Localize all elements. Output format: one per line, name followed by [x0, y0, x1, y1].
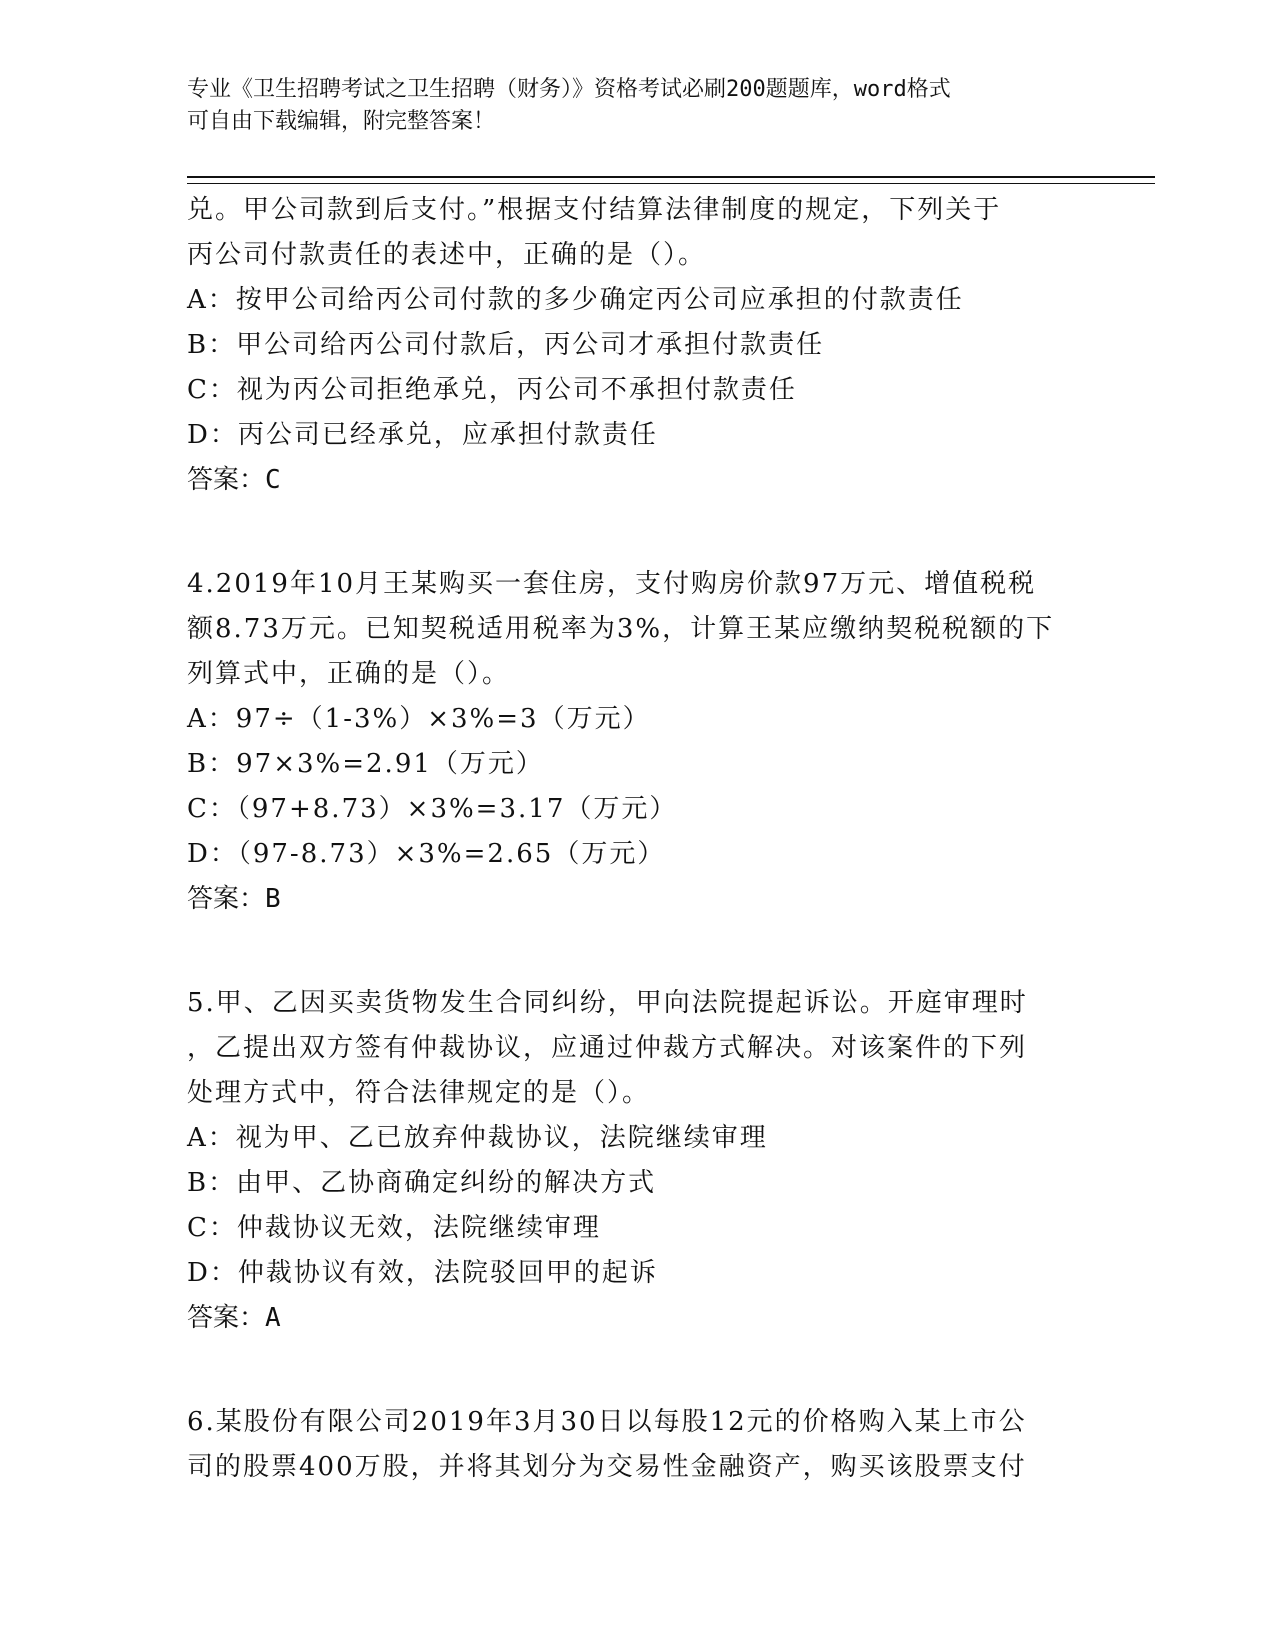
question-6	[187, 1400, 1087, 1490]
question-stem-line: 4.2019年10月王某购买一套住房，支付购房价款97万元、增值税税	[187, 569, 1037, 599]
question-stem-line: 6.某股份有限公司2019年3月30日以每股12元的价格购入某上市公	[187, 1407, 1027, 1437]
header-divider-thin	[187, 183, 1155, 184]
option-b: B：97×3%=2.91（万元）	[187, 749, 544, 779]
option-c: C：（97+8.73）×3%=3.17（万元）	[187, 794, 678, 824]
option-d: D：丙公司已经承兑，应承担付款责任	[187, 420, 658, 450]
question-gap	[187, 1341, 1087, 1400]
question-stem-line: 额8.73万元。已知契税适用税率为3%，计算王某应缴纳契税税额的下	[187, 614, 1055, 644]
question-4	[187, 562, 1087, 922]
option-c: C：视为丙公司拒绝承兑，丙公司不承担付款责任	[187, 375, 797, 405]
question-5	[187, 981, 1087, 1341]
question-stem-line: 司的股票400万股，并将其划分为交易性金融资产，购买该股票支付	[187, 1452, 1027, 1482]
question-3-continued	[187, 188, 1087, 503]
question-stem-line: 5.甲、乙因买卖货物发生合同纠纷，甲向法院提起诉讼。开庭审理时	[187, 988, 1028, 1018]
question-stem-line: 列算式中，正确的是（）。	[187, 659, 511, 689]
question-gap	[187, 503, 1087, 562]
option-a: A：97÷（1-3%）×3%=3（万元）	[187, 704, 651, 734]
header-line-1: 专业《卫生招聘考试之卫生招聘（财务）》资格考试必刷200题题库，word格式	[187, 77, 951, 102]
option-b: B：甲公司给丙公司付款后，丙公司才承担付款责任	[187, 330, 825, 360]
option-a: A：按甲公司给丙公司付款的多少确定丙公司应承担的付款责任	[187, 285, 964, 315]
option-c: C：仲裁协议无效，法院继续审理	[187, 1213, 601, 1243]
option-d: D：（97-8.73）×3%=2.65（万元）	[187, 839, 666, 869]
answer: 答案：A	[187, 1303, 281, 1333]
question-stem-line: 处理方式中，符合法律规定的是（）。	[187, 1078, 651, 1108]
document-body	[187, 188, 1087, 1490]
header-divider-thick	[187, 176, 1155, 178]
option-a: A：视为甲、乙已放弃仲裁协议，法院继续审理	[187, 1123, 768, 1153]
question-stem-line: ，乙提出双方签有仲裁协议，应通过仲裁方式解决。对该案件的下列	[187, 1033, 1028, 1063]
question-gap	[187, 922, 1087, 981]
page-header	[187, 74, 1087, 138]
option-b: B：由甲、乙协商确定纠纷的解决方式	[187, 1168, 657, 1198]
header-line-2: 可自由下载编辑，附完整答案！	[187, 109, 496, 134]
question-stem-line: 丙公司付款责任的表述中，正确的是（）。	[187, 240, 707, 270]
option-d: D：仲裁协议有效，法院驳回甲的起诉	[187, 1258, 658, 1288]
question-stem-line: 兑。甲公司款到后支付。”根据支付结算法律制度的规定，下列关于	[187, 195, 1002, 225]
answer: 答案：C	[187, 465, 281, 495]
answer: 答案：B	[187, 884, 281, 914]
